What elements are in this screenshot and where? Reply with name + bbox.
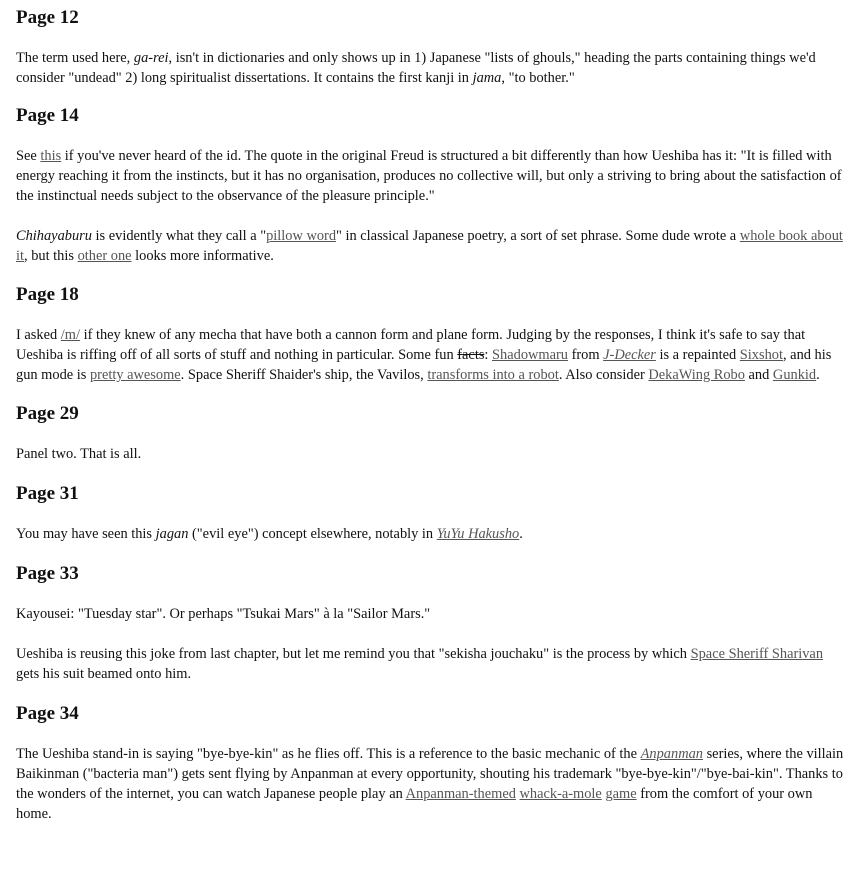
text: . <box>816 367 820 383</box>
link-shadowmaru[interactable]: Shadowmaru <box>492 347 568 363</box>
section-page-14 <box>16 105 846 266</box>
link-this[interactable]: this <box>40 148 62 164</box>
text: and <box>744 367 773 383</box>
text: The term used here, <box>16 50 134 66</box>
section-page-34 <box>16 703 846 824</box>
paragraph <box>16 146 846 206</box>
section-heading: Page 18 <box>16 284 79 305</box>
link-j-decker[interactable]: J-Decker <box>603 347 656 363</box>
paragraph <box>16 48 846 88</box>
text: See <box>16 148 41 164</box>
link-anpanman[interactable]: Anpanman <box>640 746 703 762</box>
section-page-31 <box>16 483 846 544</box>
text: . Space Sheriff Shaider's ship, the Vavilos, <box>180 367 428 383</box>
text: from <box>567 347 604 363</box>
text: , and his gun mode is <box>16 347 832 383</box>
text: if they knew of any mecha that have both a cannon form and plane form. Judging by the responses, I think it's safe to say that Ueshiba is riffing off of all sorts of stuff and nothing in particular. Some fun <box>16 327 806 363</box>
text: Ueshiba is reusing this joke from last chapter, but let me remind you that "sekisha jouchaku" is the process by which <box>16 646 691 662</box>
text: . <box>519 526 523 542</box>
section-heading: Page 12 <box>16 7 79 28</box>
link-space-sheriff-sharivan[interactable]: Space Sheriff Sharivan <box>690 646 824 662</box>
text: series, where the villain Baikinman ("bacteria man") gets sent flying by Anpanman at every opportunity, shouting his trademark "bye-bye-kin"/"bye-bai-kin". Thanks to the wonders of the internet, you can watch Japanese people play an <box>16 746 844 802</box>
link-yuyu-hakusho[interactable]: YuYu Hakusho <box>436 526 520 542</box>
text: ("evil eye") concept elsewhere, notably in <box>188 526 437 542</box>
section-heading: Page 14 <box>16 105 79 126</box>
section-page-33 <box>16 563 846 684</box>
link-game[interactable]: game <box>605 786 637 802</box>
paragraph <box>16 226 846 266</box>
text: gets his suit beamed onto him. <box>16 666 192 682</box>
paragraph <box>16 744 846 824</box>
italic-term: Chihayaburu <box>16 228 92 244</box>
link-dekawing-robo[interactable]: DekaWing Robo <box>648 367 745 383</box>
text: Kayousei: "Tuesday star". Or perhaps "Tsukai Mars" à la "Sailor Mars." <box>16 606 431 622</box>
paragraph <box>16 604 846 624</box>
text: " in classical Japanese poetry, a sort of set phrase. Some dude wrote a <box>336 228 740 244</box>
section-page-12 <box>16 7 846 88</box>
paragraph <box>16 644 846 684</box>
section-heading: Page 33 <box>16 563 79 584</box>
link-transforms-into-robot[interactable]: transforms into a robot <box>427 367 559 383</box>
text: , but this <box>24 248 78 264</box>
section-heading: Page 31 <box>16 483 79 504</box>
link-m-board[interactable]: /m/ <box>60 327 80 343</box>
section-page-18 <box>16 284 846 385</box>
paragraph <box>16 325 846 385</box>
link-pretty-awesome[interactable]: pretty awesome <box>89 367 181 383</box>
text: looks more informative. <box>131 248 274 264</box>
section-heading: Page 29 <box>16 403 79 424</box>
paragraph <box>16 444 846 464</box>
italic-term: jagan <box>155 526 189 542</box>
link-pillow-word[interactable]: pillow word <box>266 228 337 244</box>
strikethrough-text: facts <box>457 347 485 363</box>
link-sixshot[interactable]: Sixshot <box>739 347 783 363</box>
italic-term: ga-rei <box>133 50 169 66</box>
text: : <box>484 347 493 363</box>
notes-page <box>0 7 863 824</box>
text: if you've never heard of the id. The quote in the original Freud is structured a bit differently than how Ueshiba has it: "It is filled with energy reaching it from the instincts, but it has no organisation, produces no collective will, but only a striving to bring about the satisfaction of the instinctual needs subject to the observance of the pleasure principle." <box>16 148 842 204</box>
text: You may have seen this <box>16 526 156 542</box>
text: . Also consider <box>558 367 649 383</box>
section-heading: Page 34 <box>16 703 79 724</box>
text: , "to bother." <box>501 70 575 86</box>
paragraph <box>16 524 846 544</box>
link-other-one[interactable]: other one <box>77 248 132 264</box>
text: is a repainted <box>655 347 740 363</box>
text: Panel two. That is all. <box>16 446 142 462</box>
text: I asked <box>16 327 61 343</box>
italic-term: jama <box>472 70 502 86</box>
link-gunkid[interactable]: Gunkid <box>772 367 817 383</box>
link-whole-book[interactable]: whole book about it <box>16 228 843 264</box>
link-anpanman-themed[interactable]: Anpanman-themed <box>405 786 516 802</box>
link-whack-a-mole[interactable]: whack-a-mole <box>519 786 602 802</box>
text: , isn't in dictionaries and only shows up in 1) Japanese "lists of ghouls," heading the parts containing things we'd consider "undead" 2) long spiritualist dissertations. It contains the first kanji in <box>16 50 816 86</box>
text: from the comfort of your own home. <box>16 786 813 822</box>
text: The Ueshiba stand-in is saying "bye-bye-kin" as he flies off. This is a reference to the basic mechanic of the <box>16 746 641 762</box>
section-page-29 <box>16 403 846 464</box>
text: is evidently what they call a " <box>91 228 267 244</box>
